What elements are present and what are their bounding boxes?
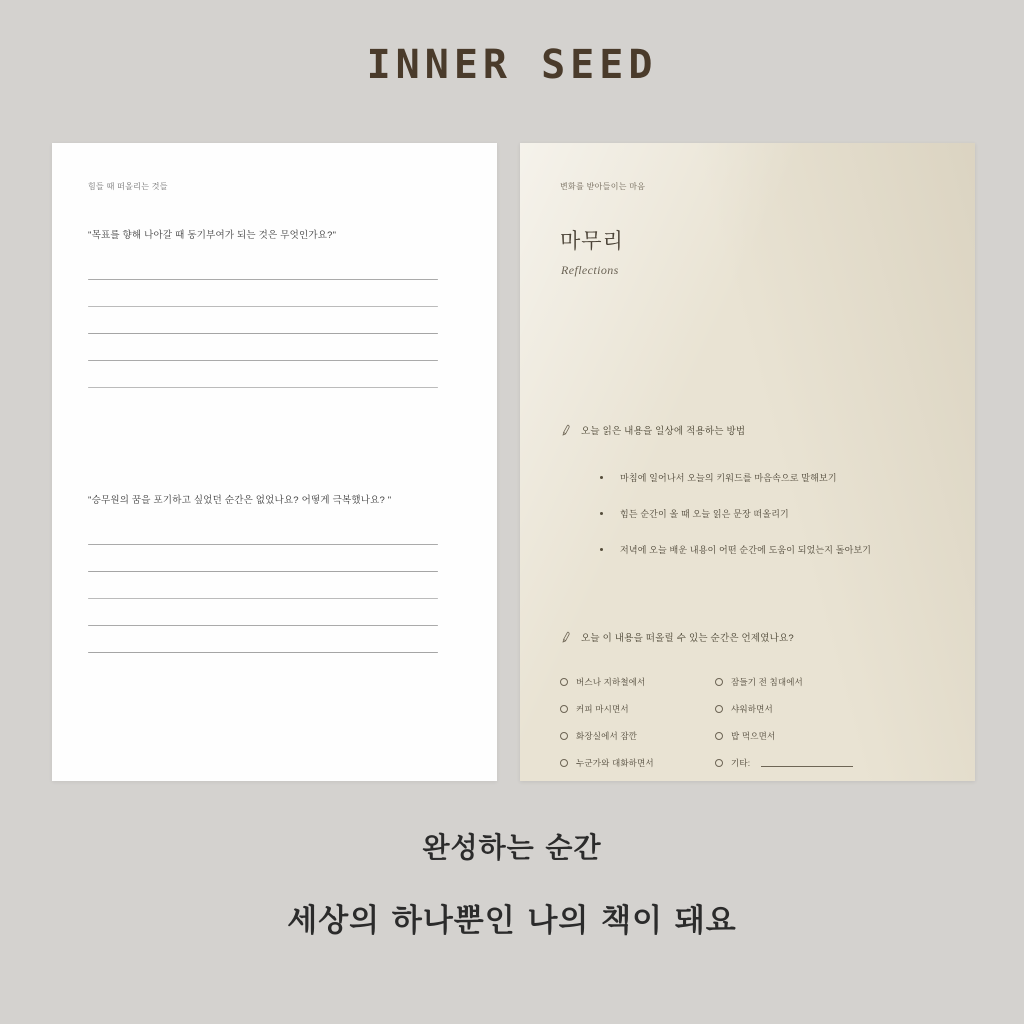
caption-line-1: 완성하는 순간: [422, 831, 602, 864]
choice-label: 샤워하면서: [731, 704, 773, 714]
list-item: 저녁에 오늘 배운 내용이 어떤 순간에 도움이 되었는지 돌아보기: [600, 543, 940, 556]
choice-option[interactable]: [560, 757, 705, 769]
right-page-header: 변화를 받아들이는 마음: [560, 182, 646, 191]
choice-label: 화장실에서 잠깐: [576, 731, 638, 741]
radio-icon[interactable]: [715, 705, 723, 713]
page-title: INNER SEED: [366, 42, 658, 88]
choice-label: 기타:: [731, 758, 751, 768]
writing-line: [88, 625, 438, 626]
list-item: 마침에 일어나서 오늘의 키워드를 마음속으로 말해보기: [600, 471, 940, 484]
choice-label: 커피 마시면서: [576, 704, 629, 714]
writing-line: [88, 598, 438, 599]
choice-label: 밥 먹으면서: [731, 731, 776, 741]
choice-option-other[interactable]: [715, 757, 890, 769]
caption-line-2: 세상의 하나뿐인 나의 책이 돼요: [287, 903, 737, 939]
writing-line: [88, 387, 438, 388]
left-page: [52, 143, 497, 781]
choice-option[interactable]: [715, 676, 890, 688]
section-apply-methods: [560, 423, 940, 579]
choice-label: 잠들기 전 침대에서: [731, 677, 803, 687]
writing-line: [88, 306, 438, 307]
writing-line: [88, 571, 438, 572]
writing-line: [88, 544, 438, 545]
question-text: "목표를 향해 나아갈 때 동기부여가 되는 것은 무엇인가요?": [88, 230, 337, 241]
question-block-2: [88, 492, 438, 679]
choice-grid: [560, 676, 940, 769]
choice-option[interactable]: [560, 703, 705, 715]
bullet-list: [600, 471, 940, 556]
section-heading-row: [560, 630, 940, 644]
writing-line: [88, 360, 438, 361]
list-item: 힘든 순간이 올 때 오늘 읽은 문장 떠올리기: [600, 507, 940, 520]
choice-option[interactable]: [560, 730, 705, 742]
choice-option[interactable]: [715, 703, 890, 715]
pen-icon: [560, 631, 573, 644]
writing-lines: [88, 279, 438, 388]
left-page-header: 힘들 때 떠올리는 것들: [88, 182, 168, 191]
writing-line: [88, 652, 438, 653]
radio-icon[interactable]: [715, 678, 723, 686]
right-page-title: 마무리: [560, 230, 624, 253]
right-page-subtitle: Reflections: [561, 263, 619, 277]
pen-icon: [560, 424, 573, 437]
question-text: "승무원의 꿈을 포기하고 싶었던 순간은 없었나요? 어떻게 극복했나요? ": [88, 495, 392, 506]
section-heading: 오늘 읽은 내용을 일상에 적용하는 방법: [581, 426, 746, 437]
section-moment-choices: [560, 630, 940, 769]
writing-lines: [88, 544, 438, 653]
radio-icon[interactable]: [560, 678, 568, 686]
choice-option[interactable]: [715, 730, 890, 742]
radio-icon[interactable]: [715, 759, 723, 767]
question-block-1: [88, 227, 438, 414]
book-spread: [52, 143, 975, 781]
other-write-in-line[interactable]: [761, 759, 853, 767]
radio-icon[interactable]: [560, 705, 568, 713]
radio-icon[interactable]: [715, 732, 723, 740]
section-heading: 오늘 이 내용을 떠올릴 수 있는 순간은 언제였나요?: [581, 633, 794, 644]
radio-icon[interactable]: [560, 759, 568, 767]
radio-icon[interactable]: [560, 732, 568, 740]
choice-option[interactable]: [560, 676, 705, 688]
choice-label: 버스나 지하철에서: [576, 677, 646, 687]
right-page: [520, 143, 975, 781]
writing-line: [88, 279, 438, 280]
section-heading-row: [560, 423, 940, 437]
choice-label: 누군가와 대화하면서: [576, 758, 654, 768]
writing-line: [88, 333, 438, 334]
